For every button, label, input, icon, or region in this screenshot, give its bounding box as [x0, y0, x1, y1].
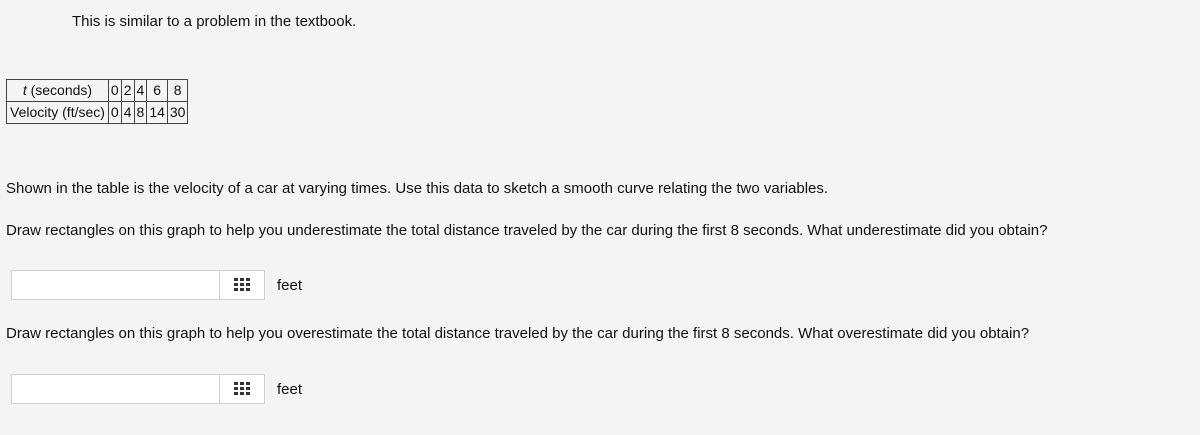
time-variable: t [22, 82, 27, 98]
underestimate-input[interactable] [11, 270, 219, 300]
underestimate-answer-row [11, 270, 302, 300]
overestimate-keypad-button[interactable] [219, 374, 265, 404]
intro-text: This is similar to a problem in the textbook. [72, 13, 357, 30]
table-cell: 4 [134, 80, 147, 102]
table-cell: 30 [167, 102, 188, 124]
overestimate-question: Draw rectangles on this graph to help you overestimate the total distance traveled by the car during the first 8 seconds. What overestimate did you obtain? [6, 325, 1030, 342]
keypad-icon [234, 278, 250, 292]
table-cell: 14 [147, 102, 168, 124]
underestimate-unit: feet [277, 276, 303, 294]
table-cell: 2 [121, 80, 134, 102]
table-cell: 4 [121, 102, 134, 124]
overestimate-answer-row [11, 374, 302, 404]
table-cell: 0 [108, 102, 121, 124]
underestimate-question: Draw rectangles on this graph to help you underestimate the total distance traveled by the car during the first 8 seconds. What underestimate did you obtain? [6, 222, 1048, 239]
table-cell: 0 [108, 80, 121, 102]
instruction-paragraph: Shown in the table is the velocity of a car at varying times. Use this data to sketch a smooth curve relating the two variables. [6, 180, 829, 197]
underestimate-keypad-button[interactable] [219, 270, 265, 300]
velocity-row-header: Velocity (ft/sec) [7, 102, 109, 124]
velocity-table [6, 79, 188, 124]
table-cell: 8 [167, 80, 188, 102]
time-row-header [7, 80, 109, 102]
table-cell: 6 [147, 80, 168, 102]
table-row-time [7, 80, 188, 102]
table-row-velocity [7, 102, 188, 124]
overestimate-input[interactable] [11, 374, 219, 404]
keypad-icon [234, 382, 250, 396]
time-header-label: (seconds) [26, 82, 93, 98]
table-cell: 8 [134, 102, 147, 124]
overestimate-unit: feet [277, 380, 303, 398]
